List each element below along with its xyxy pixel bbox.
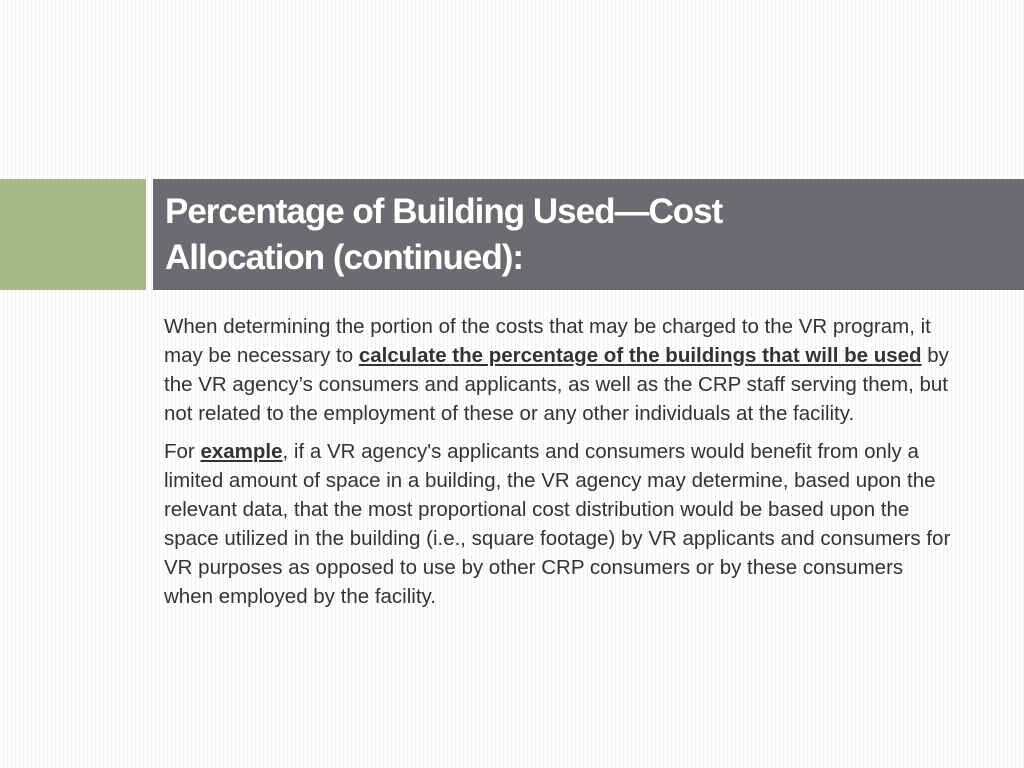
- paragraph-2-text-end: , if a VR agency's applicants and consumers would benefit from only a limited amount of space in a building, the VR agency may determine, based upon the relevant data, that the most proportional cost distribution would be based upon the space utilized in the building (i.e., square footage) by VR applicants and consumers for VR purposes as opposed to use by other CRP consumers or by these consumers when employed by the facility.: [164, 440, 951, 608]
- slide-title-line-2: Allocation (continued):: [165, 238, 524, 277]
- body-paragraph-2: [164, 437, 954, 611]
- slide-title-line-1: Percentage of Building Used—Cost: [165, 192, 723, 231]
- example-link[interactable]: example: [200, 440, 283, 463]
- paragraph-2-text-start: For: [164, 440, 201, 463]
- slide-title: [165, 189, 1010, 281]
- calculate-percentage-link[interactable]: calculate the percentage of the buildings that will be used: [358, 344, 922, 367]
- paragraph-1-text-end: by the VR agency’s consumers and applicants, as well as the CRP staff serving them, but not related to the employment of these or any other individuals at the facility.: [164, 344, 949, 425]
- body-paragraph-1: [164, 312, 954, 428]
- title-bar: [153, 179, 1024, 290]
- slide-body: [164, 312, 954, 620]
- accent-block: [0, 179, 146, 290]
- paragraph-1-text-start: When determining the portion of the costs that may be charged to the VR program, it may be necessary to: [164, 315, 931, 367]
